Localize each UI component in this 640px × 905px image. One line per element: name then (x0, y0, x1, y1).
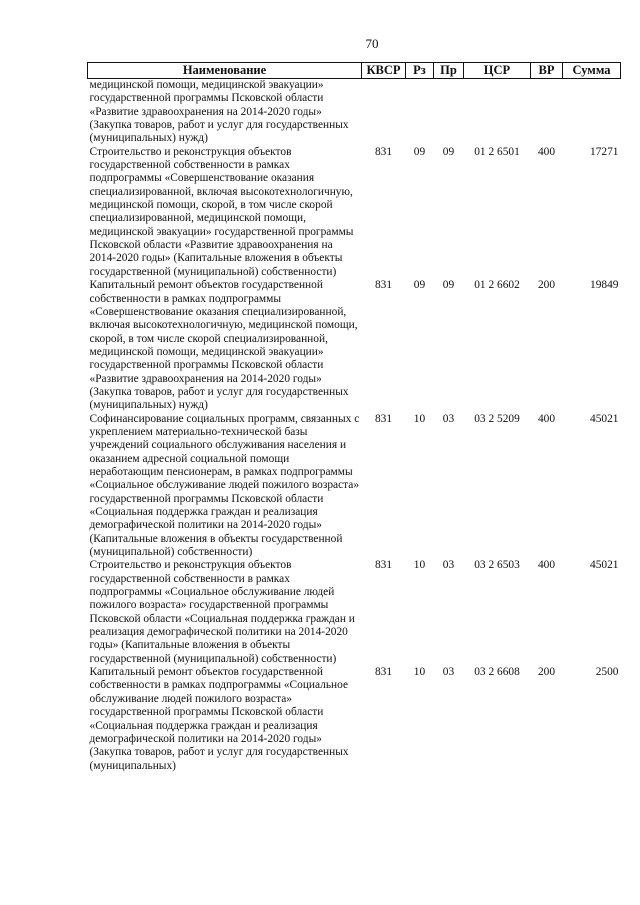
row-sum: 2500 (595, 666, 619, 679)
row-pr: 03 (442, 412, 455, 425)
row-rz: 09 (413, 145, 426, 158)
row-pr: 09 (442, 279, 455, 292)
row-csr: 03 2 6503 (474, 559, 520, 572)
row-sum (563, 79, 621, 146)
row-sum: 45021 (590, 559, 619, 572)
table-row (88, 666, 621, 773)
row-sum: 45021 (590, 412, 619, 425)
header-csr: ЦСР (464, 63, 531, 79)
row-vr: 400 (537, 412, 556, 425)
row-pr: 03 (442, 559, 455, 572)
row-kvsr: 831 (374, 279, 393, 292)
row-name: Капитальный ремонт объектов государственной собственности в рамках подпрограммы «Социальное обслуживание людей пожилого возраста» государственной программы Псковской области «Социальная поддержка граждан и реализация демографической политики на 2014-2020 годы» (Закупка товаров, работ и услуг для государственных (муниципальных) (89, 666, 349, 772)
row-kvsr (362, 79, 406, 146)
row-kvsr: 831 (374, 559, 393, 572)
table-row (88, 559, 621, 666)
row-csr: 01 2 6602 (474, 279, 520, 292)
table-row (88, 279, 621, 412)
row-rz (406, 79, 434, 146)
row-name: Софинансирование социальных программ, связанных с укреплением материально-технической базы учреждений социального обслуживания населения и оказанием адресной социальной помощи неработающим пенсионерам, в рамках подпрограммы «Социальное обслуживание людей пожилого возраста» государственной программы Псковской области «Социальная поддержка граждан и реализация демографической политики на 2014-2020 годы» (Капитальные вложения в объекты государственной (муниципальной) собственности) (89, 412, 360, 559)
row-name: Строительство и реконструкция объектов государственной собственности в рамках подпрограммы «Социальное обслуживание людей пожилого возраста» государственной программы Псковской области «Социальная поддержка граждан и реализация демографической политики на 2014-2020 годы» (Капитальные вложения в объекты государственной (муниципальной) собственности) (89, 559, 355, 665)
row-name: Строительство и реконструкция объектов государственной собственности в рамках подпрограммы «Совершенствование оказания специализированной, включая высокотехнологичную, медицинской помощи, скорой, в том числе скорой специализированной, медицинской помощи, медицинской эвакуации» государственной программы Псковской области «Развитие здравоохранения на 2014-2020 годы» (Капитальные вложения в объекты государственной (муниципальной) собственности) (89, 145, 354, 278)
row-vr (531, 79, 563, 146)
header-pr: Пр (434, 63, 464, 79)
row-name: Капитальный ремонт объектов государственной собственности в рамках подпрограммы «Совершенствование оказания специализированной, включая высокотехнологичную, медицинской помощи, скорой, в том числе скорой специализированной, медицинской помощи, медицинской эвакуации» государственной программы Псковской области «Развитие здравоохранения на 2014-2020 годы» (Закупка товаров, работ и услуг для государственных (муниципальных) нужд) (89, 279, 358, 412)
row-sum: 17271 (590, 145, 619, 158)
budget-table (87, 62, 621, 773)
row-name: медицинской помощи, медицинской эвакуации» государственной программы Псковской области «Развитие здравоохранения на 2014-2020 годы» (Закупка товаров, работ и услуг для государственных (муниципальных) нужд) (89, 79, 349, 145)
row-csr (464, 79, 531, 146)
row-pr: 03 (442, 666, 455, 679)
row-rz: 09 (413, 279, 426, 292)
table-row (88, 146, 621, 279)
row-kvsr: 831 (374, 666, 393, 679)
row-vr: 400 (537, 145, 556, 158)
row-vr: 200 (537, 279, 556, 292)
table-row (88, 413, 621, 560)
header-vr: ВР (531, 63, 563, 79)
row-csr: 03 2 6608 (474, 666, 520, 679)
row-csr: 03 2 5209 (474, 412, 520, 425)
table-row (88, 79, 621, 146)
header-sum: Сумма (563, 63, 621, 79)
header-name: Наименование (88, 63, 362, 79)
row-kvsr: 831 (374, 412, 393, 425)
row-kvsr: 831 (374, 145, 393, 158)
table-header-row (88, 63, 621, 79)
row-pr (434, 79, 464, 146)
row-rz: 10 (413, 412, 426, 425)
row-csr: 01 2 6501 (474, 145, 520, 158)
row-rz: 10 (413, 559, 426, 572)
row-pr: 09 (442, 145, 455, 158)
page-number: 70 (365, 36, 379, 51)
row-vr: 200 (537, 666, 556, 679)
row-sum: 19849 (590, 279, 619, 292)
row-vr: 400 (537, 559, 556, 572)
header-kvsr: КВСР (362, 63, 406, 79)
header-rz: Рз (406, 63, 434, 79)
row-rz: 10 (413, 666, 426, 679)
